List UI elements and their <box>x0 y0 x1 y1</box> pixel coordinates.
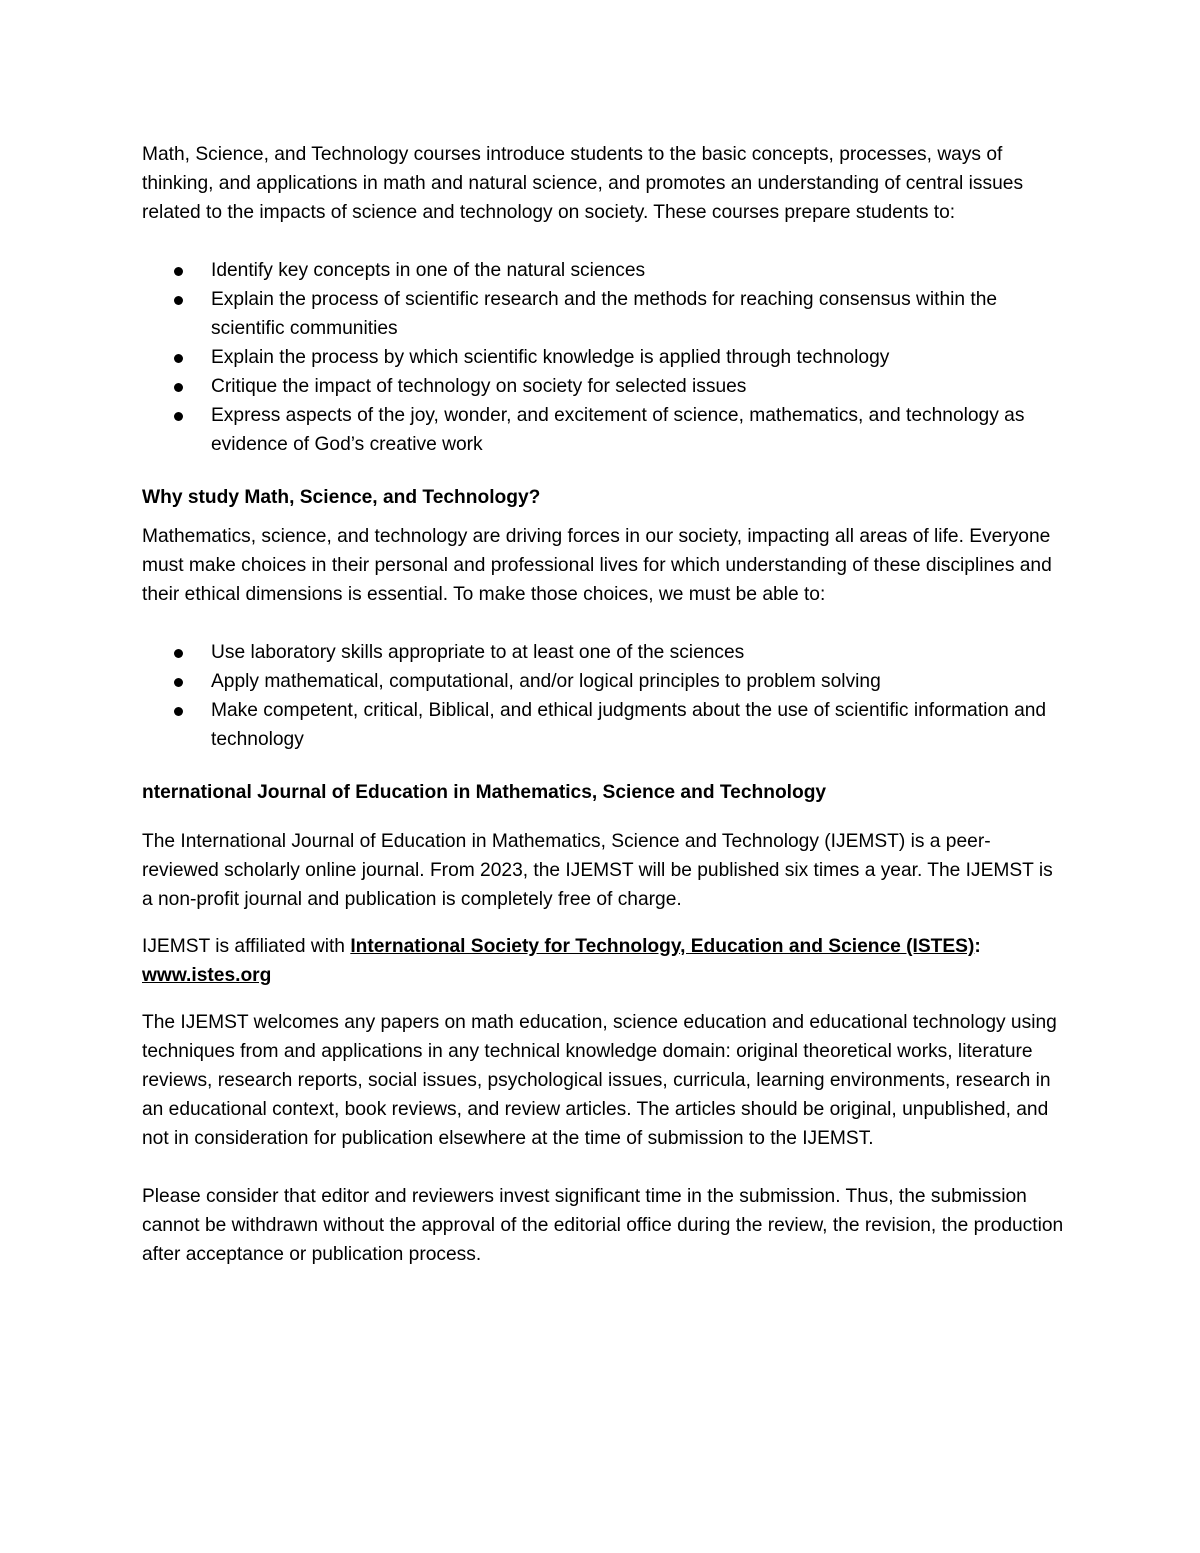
istes-url-link[interactable]: www.istes.org <box>142 965 272 986</box>
welcome-paragraph: The IJEMST welcomes any papers on math education, science education and educational technology using techniques from and applications in any technical knowledge domain: original theoretical works, literature reviews, research reports, social issues, psychological issues, curricula, learning environments, research in an educational context, book reviews, and review articles. The articles should be original, unpublished, and not in consideration for publication elsewhere at the time of submission to the IJEMST. <box>142 1012 1057 1149</box>
affiliation-paragraph <box>142 932 1067 990</box>
abilities-list <box>142 638 1067 754</box>
list-item: Use laboratory skills appropriate to at least one of the sciences <box>211 638 1067 667</box>
istes-org-link[interactable]: International Society for Technology, Education and Science (ISTES) <box>350 936 975 957</box>
list-item: Apply mathematical, computational, and/or logical principles to problem solving <box>211 667 1067 696</box>
why-study-paragraph: Mathematics, science, and technology are driving forces in our society, impacting all areas of life. Everyone must make choices in their personal and professional lives for which understanding of these disciplines and their ethical dimensions is essential. To make those choices, we must be able to: <box>142 526 1052 605</box>
affiliation-prefix: IJEMST is affiliated with <box>142 936 351 957</box>
list-item: Critique the impact of technology on society for selected issues <box>211 372 1067 401</box>
list-item: Identify key concepts in one of the natural sciences <box>211 256 1067 285</box>
intro-paragraph: Math, Science, and Technology courses introduce students to the basic concepts, processes, ways of thinking, and applications in math and natural science, and promotes an understanding of central issues related to the impacts of science and technology on society. These courses prepare students to: <box>142 144 1024 223</box>
withdrawal-paragraph: Please consider that editor and reviewers invest significant time in the submission. Thus, the submission cannot be withdrawn without the approval of the editorial office during the review, the revision, the production after acceptance or publication process. <box>142 1186 1064 1265</box>
list-item: Make competent, critical, Biblical, and ethical judgments about the use of scientific information and technology <box>211 696 1067 754</box>
objectives-list <box>142 256 1067 459</box>
journal-intro-paragraph: The International Journal of Education in Mathematics, Science and Technology (IJEMST) is a peer-reviewed scholarly online journal. From 2023, the IJEMST will be published six times a year. The IJEMST is a non-profit journal and publication is completely free of charge. <box>142 831 1053 910</box>
why-study-heading: Why study Math, Science, and Technology? <box>142 487 541 508</box>
document-page <box>142 140 1067 1269</box>
affiliation-separator: : <box>974 936 981 957</box>
list-item: Explain the process of scientific research and the methods for reaching consensus within the scientific communities <box>211 285 1067 343</box>
journal-heading: nternational Journal of Education in Mathematics, Science and Technology <box>142 782 827 803</box>
list-item: Explain the process by which scientific knowledge is applied through technology <box>211 343 1067 372</box>
list-item: Express aspects of the joy, wonder, and excitement of science, mathematics, and technology as evidence of God’s creative work <box>211 401 1067 459</box>
